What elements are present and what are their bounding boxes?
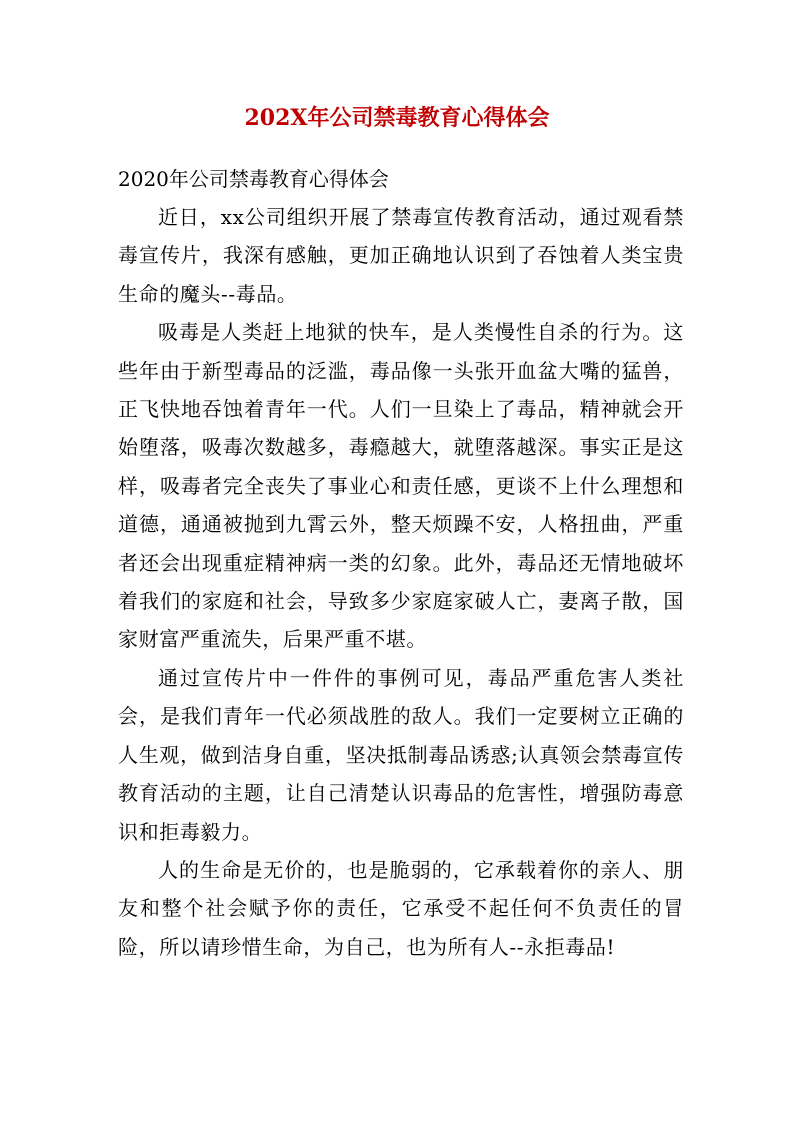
paragraph-3: 通过宣传片中一件件的事例可见，毒品严重危害人类社会，是我们青年一代必须战胜的敌人。我们一定要树立正确的人生观，做到洁身自重，坚决抵制毒品诱惑;认真领会禁毒宣传教育活动的主题，让自己清楚认识毒品的危害性，增强防毒意识和拒毒毅力。 [118, 665, 684, 844]
paragraph-4: 人的生命是无价的，也是脆弱的，它承载着你的亲人、朋友和整个社会赋予你的责任，它承受不起任何不负责任的冒险，所以请珍惜生命，为自己，也为所有人--永拒毒品! [118, 857, 684, 959]
paragraph-1: 近日，xx公司组织开展了禁毒宣传教育活动，通过观看禁毒宣传片，我深有感触，更加正确地认识到了吞蚀着人类宝贵生命的魔头--毒品。 [118, 205, 684, 306]
document-title: 202X年公司禁毒教育心得体会 [244, 105, 550, 131]
document-body [118, 160, 684, 966]
paragraph-2: 吸毒是人类赶上地狱的快车，是人类慢性自杀的行为。这些年由于新型毒品的泛滥，毒品像一头张开血盆大嘴的猛兽，正飞快地吞蚀着青年一代。人们一旦染上了毒品，精神就会开始堕落，吸毒次数越多，毒瘾越大，就堕落越深。事实正是这样，吸毒者完全丧失了事业心和责任感，更谈不上什么理想和道德，通通被抛到九霄云外，整天烦躁不安，人格扭曲，严重者还会出现重症精神病一类的幻象。此外，毒品还无情地破坏着我们的家庭和社会，导致多少家庭家破人亡，妻离子散，国家财富严重流失，后果严重不堪。 [118, 320, 684, 652]
document-subtitle: 2020年公司禁毒教育心得体会 [118, 167, 389, 191]
